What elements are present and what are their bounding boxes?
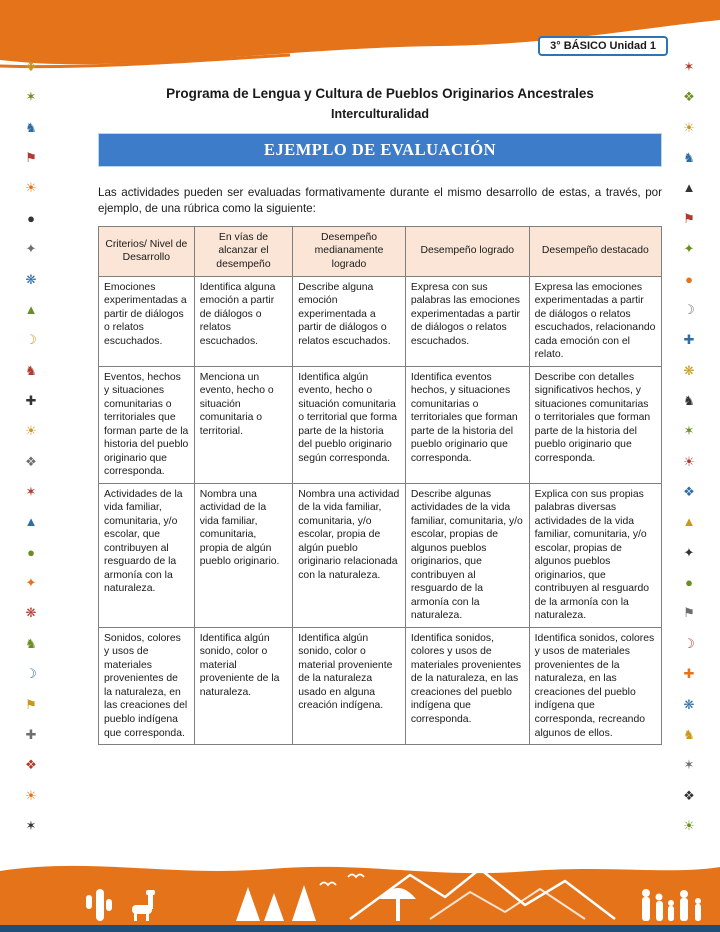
pictograph-icon: ●: [685, 271, 693, 287]
pictograph-icon: ❋: [25, 605, 37, 621]
pictograph-icon: ✚: [683, 332, 695, 348]
rubric-cell: Nombra una actividad de la vida familiar, comunitaria, y/o escolar, propia de algún pueblo originario relacionada con la naturaleza.: [293, 483, 406, 627]
rubric-cell: Identifica eventos hechos, y situaciones comunitarias o territoriales que forman parte de la historia del pueblo originario que corresponda.: [405, 366, 529, 483]
rubric-cell: Identifica sonidos, colores y usos de materiales provenientes de la naturaleza, en las creaciones del pueblo indígena que corresponda, recreando algunos de ellos.: [529, 627, 661, 744]
pictograph-icon: ▲: [24, 514, 38, 530]
subtitle: Interculturalidad: [331, 107, 429, 121]
rubric-cell: Explica con sus propias palabras diversas actividades de la vida familiar, comunitaria, y/o escolar, propias de algunos pueblos originarios, que contribuyen al resguardo de la armonía con la naturaleza.: [529, 483, 661, 627]
pictograph-icon: ✦: [683, 544, 695, 560]
rubric-cell: Actividades de la vida familiar, comunitaria, y/o escolar, que contribuyen al resguardo de la armonía con la naturaleza.: [99, 483, 195, 627]
pictograph-icon: ●: [685, 575, 693, 591]
pictograph-icon: ▲: [682, 514, 696, 530]
landscape-svg: [0, 837, 720, 925]
pictograph-icon: ☀: [25, 787, 37, 803]
header-row: [99, 226, 662, 276]
main-content: [98, 76, 662, 745]
column-header: Desempeño logrado: [405, 226, 529, 276]
rubric-cell: Identifica algún evento, hecho o situación comunitaria o territorial que forma parte de la historia del pueblo originario según corresponda.: [293, 366, 406, 483]
column-header: Desempeño medianamente logrado: [293, 226, 406, 276]
bottom-bar: [0, 925, 720, 932]
araucaria-icon: [396, 897, 400, 921]
pictograph-icon: ⚑: [25, 696, 37, 712]
rubric-cell: Describe algunas actividades de la vida familiar, comunitaria, y/o escolar, propias de algunos pueblos originarios, que contribuyen al resguardo de la armonía con la naturaleza.: [405, 483, 529, 627]
pictograph-icon: ✶: [25, 817, 37, 833]
pictograph-icon: ●: [27, 544, 35, 560]
pictograph-icon: ☽: [683, 301, 695, 317]
pictograph-icon: ⚑: [683, 210, 695, 226]
pictograph-icon: ♞: [25, 635, 37, 651]
rubric-table: [98, 226, 662, 745]
pictograph-icon: ♞: [683, 726, 695, 742]
pictograph-icon: ☀: [25, 180, 37, 196]
pictograph-icon: ♞: [25, 362, 37, 378]
pictograph-icon: ❖: [25, 453, 37, 469]
footer-illustration: [0, 837, 720, 925]
column-header: En vías de alcanzar el desempeño: [194, 226, 293, 276]
pictograph-icon: ☀: [683, 453, 695, 469]
pictograph-icon: ✶: [25, 89, 37, 105]
pictograph-icon: ▲: [682, 180, 696, 196]
column-header: Criterios/ Nivel de Desarrollo: [99, 226, 195, 276]
pictograph-icon: ⚑: [683, 605, 695, 621]
rubric-cell: Identifica sonidos, colores y usos de materiales provenientes de la naturaleza, en las creaciones del pueblo indígena que corresponda.: [405, 627, 529, 744]
pictograph-icon: ✶: [683, 423, 695, 439]
pictograph-icon: ❖: [25, 757, 37, 773]
unit-badge: 3° BÁSICO Unidad 1: [538, 36, 668, 56]
pictograph-icon: ✶: [683, 59, 695, 74]
pictograph-icon: ⚑: [25, 150, 37, 166]
pictograph-icon: ❖: [683, 89, 695, 105]
pictograph-icon: ✶: [683, 757, 695, 773]
rubric-cell: Identifica algún sonido, color o material proveniente de la naturaleza usado en alguna creación indígena.: [293, 627, 406, 744]
pictograph-icon: ✚: [683, 666, 695, 682]
rubric-cell: Menciona un evento, hecho o situación comunitaria o territorial.: [194, 366, 293, 483]
pictograph-icon: ♞: [683, 392, 695, 408]
evaluation-banner: EJEMPLO DE EVALUACIÓN: [98, 133, 662, 167]
table-row: [99, 483, 662, 627]
pictograph-icon: ☀: [683, 119, 695, 135]
pictograph-icon: ❋: [683, 696, 695, 712]
pictograph-icon: ❋: [25, 271, 37, 287]
pictograph-icon: ●: [27, 210, 35, 226]
pictograph-icon: ✦: [25, 575, 37, 591]
rubric-cell: Nombra una actividad de la vida familiar, comunitaria, propia de algún pueblo originario.: [194, 483, 293, 627]
pictograph-icon: ❋: [683, 362, 695, 378]
pictograph-strip-right: [674, 60, 704, 832]
column-header: Desempeño destacado: [529, 226, 661, 276]
table-row: [99, 627, 662, 744]
program-title: Programa de Lengua y Cultura de Pueblos Originarios Ancestrales: [166, 86, 594, 101]
rubric-cell: Expresa con sus palabras las emociones experimentadas a partir de diálogos o relatos escuchados.: [405, 276, 529, 366]
rubric-cell: Identifica alguna emoción a partir de diálogos o relatos escuchados.: [194, 276, 293, 366]
intro-paragraph: Las actividades pueden ser evaluadas formativamente durante el mismo desarrollo de estas, a través, por ejemplo, de una rúbrica como la siguiente:: [98, 186, 662, 215]
pictograph-icon: ❖: [683, 787, 695, 803]
pictograph-icon: ☽: [25, 332, 37, 348]
rubric-cell: Identifica algún sonido, color o material proveniente de la naturaleza.: [194, 627, 293, 744]
pictograph-strip-left: [16, 60, 46, 832]
pictograph-icon: ▲: [24, 301, 38, 317]
pictograph-icon: ✦: [683, 241, 695, 257]
pictograph-icon: ☽: [25, 666, 37, 682]
rubric-cell: Sonidos, colores y usos de materiales provenientes de la naturaleza, en las creaciones del pueblo indígena que corresponda.: [99, 627, 195, 744]
table-row: [99, 366, 662, 483]
pictograph-icon: ☀: [683, 817, 695, 833]
pictograph-icon: ✚: [25, 726, 37, 742]
rubric-cell: Emociones experimentadas a partir de diálogos o relatos escuchados.: [99, 276, 195, 366]
pictograph-icon: ✶: [25, 484, 37, 500]
pictograph-icon: ✦: [25, 241, 37, 257]
pictograph-icon: ☽: [683, 635, 695, 651]
pictograph-icon: ❖: [25, 59, 37, 74]
cactus-icon: [96, 889, 104, 921]
rubric-cell: Expresa las emociones experimentadas a partir de diálogos o relatos escuchados, relacionando cada emoción con el relato.: [529, 276, 661, 366]
rubric-cell: Describe con detalles significativos hechos, y situaciones comunitarias o territoriales que forman parte de la historia del pueblo originario que corresponda.: [529, 366, 661, 483]
pictograph-icon: ♞: [683, 150, 695, 166]
rubric-cell: Eventos, hechos y situaciones comunitarias o territoriales que forman parte de la historia del pueblo originario que corresponda.: [99, 366, 195, 483]
pictograph-icon: ✚: [25, 392, 37, 408]
pictograph-icon: ❖: [683, 484, 695, 500]
table-row: [99, 276, 662, 366]
pictograph-icon: ♞: [25, 119, 37, 135]
pictograph-icon: ☀: [25, 423, 37, 439]
rubric-cell: Describe alguna emoción experimentada a partir de diálogos o relatos escuchados.: [293, 276, 406, 366]
